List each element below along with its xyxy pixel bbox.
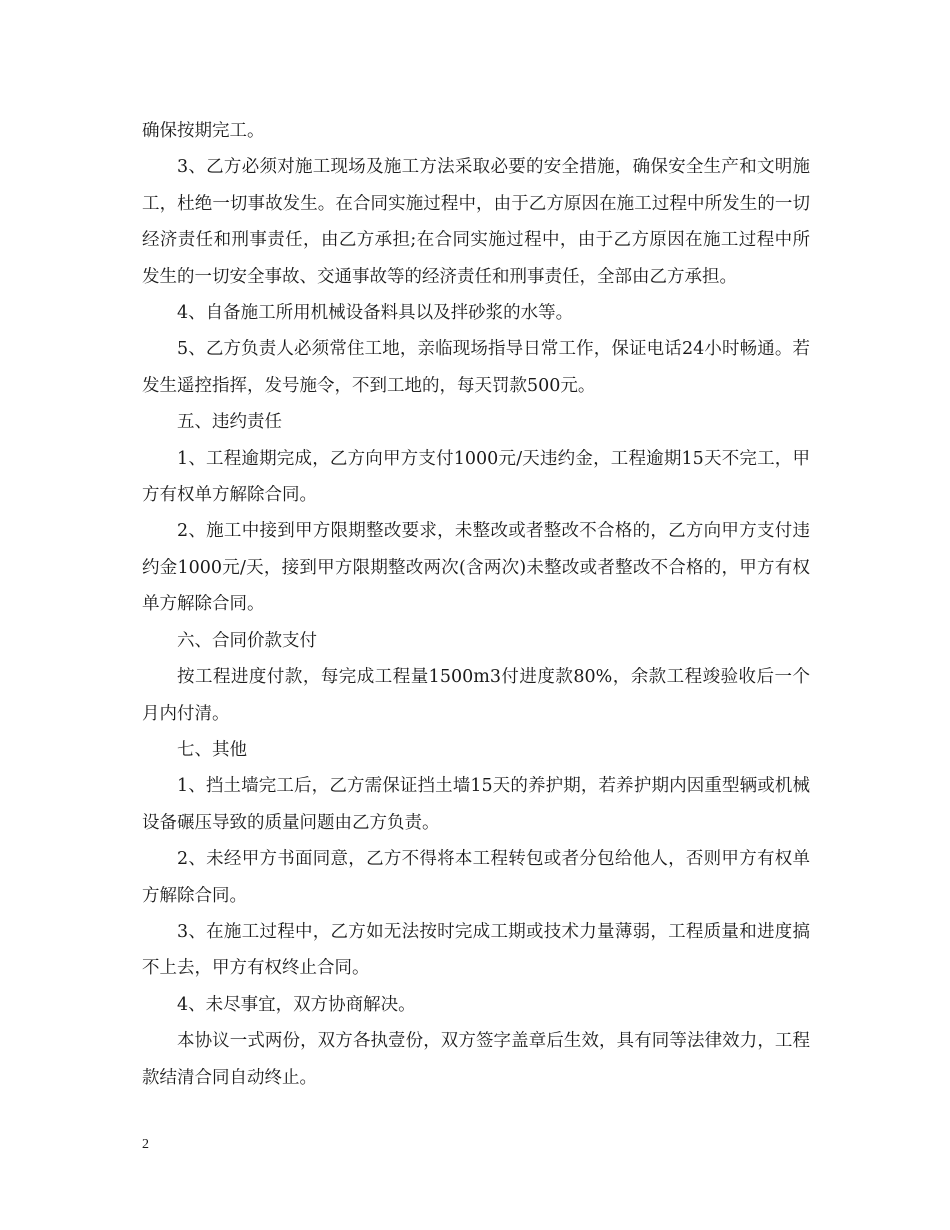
page-number: 2 <box>142 1137 149 1152</box>
document-body <box>142 113 810 1096</box>
paragraph-other-3: 3、在施工过程中，乙方如无法按时完成工期或技术力量薄弱，工程质量和进度搞不上去，甲方有权终止合同。 <box>142 921 810 979</box>
paragraph-payment: 按工程进度付款，每完成工程量1500m3付进度款80%，余款工程竣验收后一个月内付清。 <box>142 667 810 724</box>
paragraph-other-4: 4、未尽事宜，双方协商解决。 <box>177 994 416 1015</box>
paragraph-breach-2: 2、施工中接到甲方限期整改要求，未整改或者整改不合格的，乙方向甲方支付违约金1000元/天，接到甲方限期整改两次(含两次)未整改或者整改不合格的，甲方有权单方解除合同。 <box>142 521 810 615</box>
paragraph-clause-5-supervisor: 5、乙方负责人必须常住工地，亲临现场指导日常工作，保证电话24小时畅通。若发生遥控指挥，发号施令，不到工地的，每天罚款500元。 <box>142 339 810 396</box>
paragraph-breach-1: 1、工程逾期完成，乙方向甲方支付1000元/天违约金，工程逾期15天不完工，甲方有权单方解除合同。 <box>142 448 810 506</box>
paragraph-closing: 本协议一式两份，双方各执壹份，双方签字盖章后生效，具有同等法律效力，工程款结清合同自动终止。 <box>142 1031 810 1088</box>
section-heading-other: 七、其他 <box>177 739 247 760</box>
paragraph-continuation: 确保按期完工。 <box>142 121 265 141</box>
paragraph-other-1: 1、挡土墙完工后，乙方需保证挡土墙15天的养护期，若养护期内因重型辆或机械设备碾压导致的质量问题由乙方负责。 <box>142 776 810 833</box>
paragraph-other-2: 2、未经甲方书面同意，乙方不得将本工程转包或者分包给他人，否则甲方有权单方解除合同。 <box>142 849 810 906</box>
paragraph-clause-4-equipment: 4、自备施工所用机械设备料具以及拌砂浆的水等。 <box>177 303 574 324</box>
section-heading-breach: 五、违约责任 <box>177 412 282 433</box>
section-heading-payment: 六、合同价款支付 <box>177 630 317 651</box>
paragraph-clause-3-safety: 3、乙方必须对施工现场及施工方法采取必要的安全措施，确保安全生产和文明施工，杜绝一切事故发生。在合同实施过程中，由于乙方原因在施工过程中所发生的一切经济责任和刑事责任，由乙方承担;在合同实施过程中，由于乙方原因在施工过程中所发生的一切安全事故、交通事故等的经济责任和刑事责任，全部由乙方承担。 <box>142 157 810 287</box>
